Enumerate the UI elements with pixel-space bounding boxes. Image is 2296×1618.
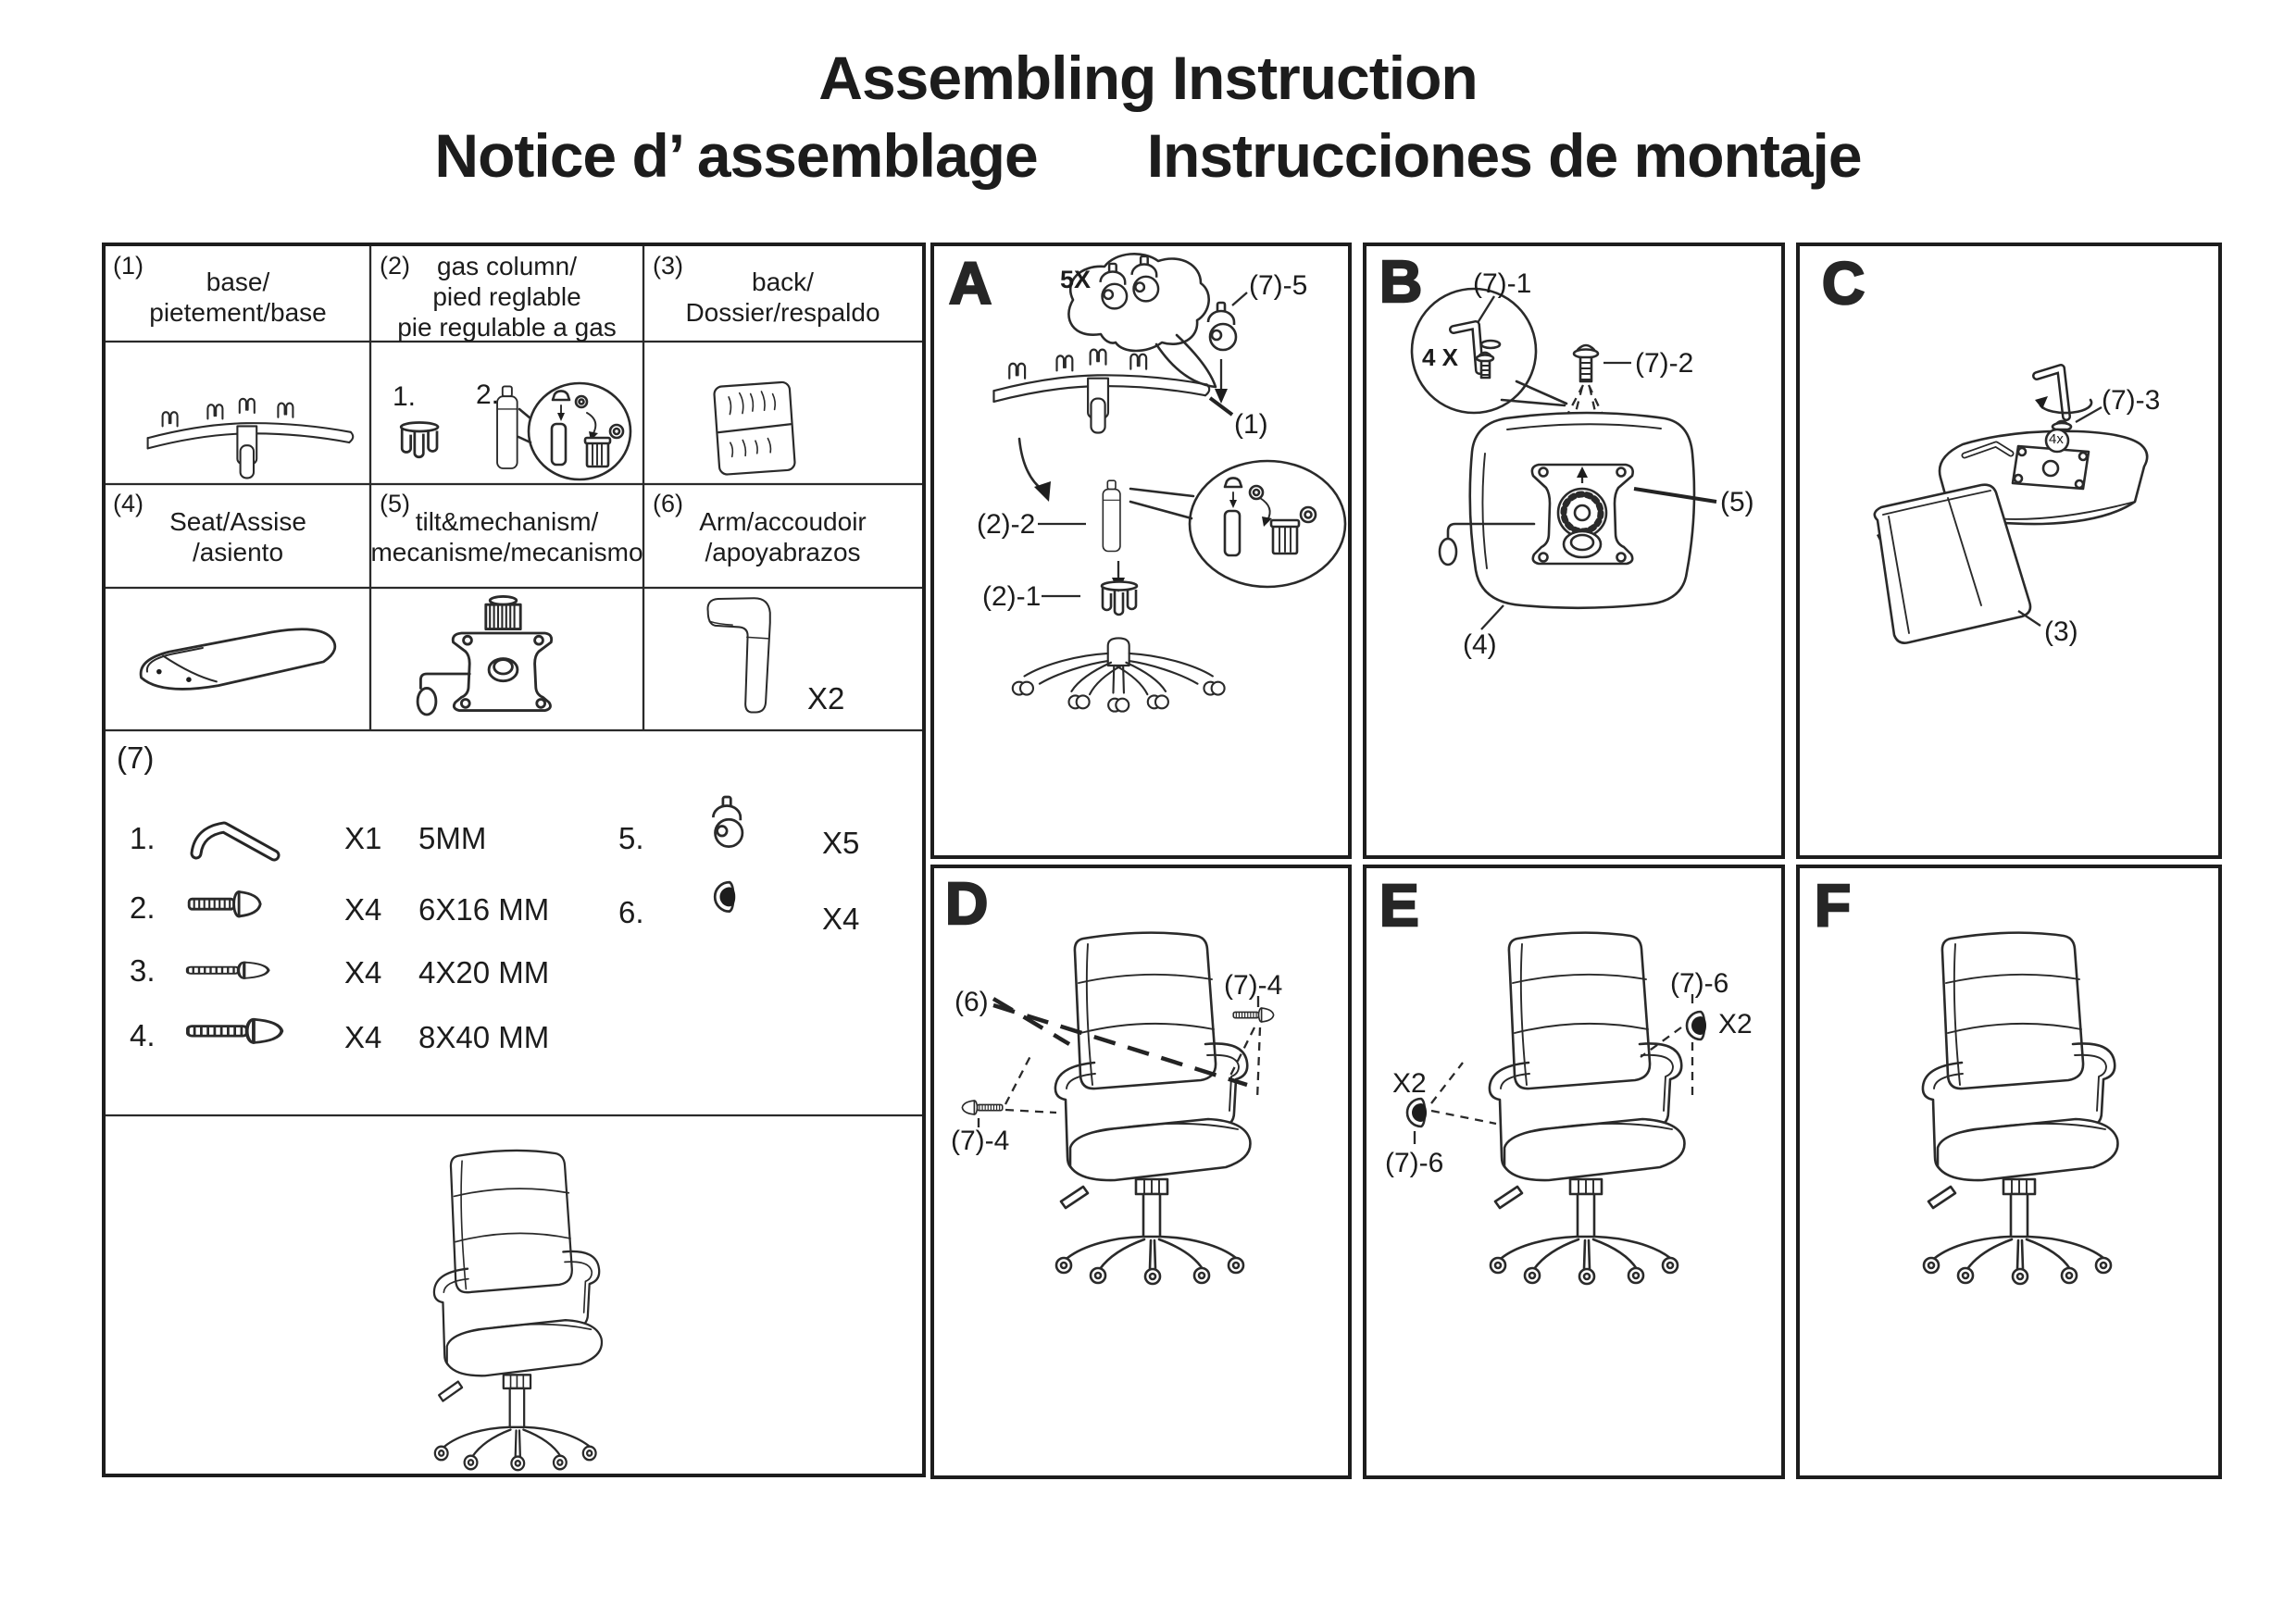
hw1-size: 5MM: [418, 821, 487, 855]
label-screw: (7)-3: [2102, 385, 2161, 416]
label-seat: (4): [1463, 629, 1497, 660]
chair-illustration: [434, 1151, 602, 1470]
label-screw-bottom-left: (7)-4: [951, 1126, 1010, 1156]
cap-icon: [1407, 1099, 1427, 1126]
gas-column-detail-icon: [1225, 478, 1316, 555]
panel-b: [1363, 243, 1785, 859]
armrest-icon: [708, 598, 770, 712]
panel-f-art: [1800, 868, 2218, 1475]
label-caster: (7)-5: [1249, 270, 1308, 301]
panel-a-letter: A: [949, 250, 992, 317]
parts-table-art: [106, 246, 922, 1474]
allen-key-icon: [2037, 368, 2066, 417]
hw1-num: 1.: [130, 821, 156, 855]
part6-id: (6): [653, 490, 683, 517]
label-base: (1): [1234, 409, 1268, 440]
part4-id: (4): [113, 490, 144, 517]
cap-icon: [715, 882, 735, 912]
hw2-qty: X4: [344, 892, 382, 927]
caster-icon: [1132, 256, 1159, 301]
part3-label: back/ Dossier/respaldo: [685, 268, 880, 327]
hardware-id: (7): [117, 741, 155, 775]
part5-id: (5): [380, 490, 410, 517]
hw6-num: 6.: [618, 895, 644, 929]
clip-icon: [401, 423, 438, 457]
part6-label: Arm/accoudoir /apoyabrazos: [699, 507, 867, 566]
part4-label: Seat/Assise /asiento: [169, 507, 306, 566]
part2-sub2: 2.: [476, 380, 500, 410]
panel-c: [1796, 243, 2222, 859]
label-screw-top-right: (7)-4: [1224, 970, 1283, 1001]
chair-illustration: [1923, 933, 2118, 1284]
panel-c-letter: C: [1822, 250, 1866, 317]
panel-f: [1796, 865, 2222, 1479]
base-top-icon: [993, 350, 1209, 433]
gas-column-balloon-icon: [518, 383, 630, 479]
base-perspective-icon: [1013, 638, 1225, 711]
hw5-qty: X5: [822, 826, 860, 860]
hw4-size: 8X40 MM: [418, 1020, 550, 1054]
screw-7-2-icon: [1574, 345, 1598, 381]
screw-6x16-icon: [189, 892, 260, 916]
page-subtitle: [0, 120, 2296, 191]
caster-icon: [713, 797, 742, 847]
page-title: Assembling Instruction: [818, 44, 1478, 112]
chair-illustration: [1055, 933, 1251, 1284]
parts-table: [102, 243, 926, 1477]
seat-icon: [141, 629, 335, 690]
panel-b-letter: B: [1379, 248, 1423, 315]
mechanism-icon: [418, 596, 552, 715]
subtitle-french: Notice d’ assemblage: [434, 121, 1038, 190]
screw-4x20-icon: [188, 963, 269, 978]
label-cap-bottom-left: (7)-6: [1385, 1148, 1444, 1178]
hw4-num: 4.: [130, 1018, 156, 1052]
part2-id: (2): [380, 252, 410, 280]
clip-icon: [1102, 582, 1137, 615]
label-cap-top-right: (7)-6: [1670, 968, 1729, 999]
label-mech: (5): [1720, 487, 1754, 517]
label-qty-4x: 4x: [2049, 431, 2064, 447]
caster-icon: [1101, 264, 1128, 308]
hw1-qty: X1: [344, 821, 382, 855]
panel-d: [930, 865, 1352, 1479]
panel-f-letter: F: [1815, 872, 1852, 939]
screw-8x40-icon: [188, 1019, 282, 1042]
label-arm: (6): [955, 987, 989, 1017]
hw6-qty: X4: [822, 902, 860, 936]
panel-d-art: [934, 868, 1348, 1475]
gas-column-icon: [1103, 480, 1120, 551]
allen-key-icon: [196, 828, 274, 855]
gas-column-icon: [497, 386, 518, 468]
panel-c-art: [1800, 246, 2218, 855]
part2-label: gas column/ pied reglable pie regulable a gas: [397, 252, 617, 342]
panel-b-art: [1366, 246, 1781, 855]
caster-icon: [1208, 303, 1236, 350]
subtitle-spanish: Instrucciones de montaje: [1146, 121, 1862, 190]
chair-illustration: [1490, 933, 1685, 1284]
back-icon: [714, 381, 795, 475]
label-qty-bottom-left: X2: [1392, 1068, 1427, 1099]
label-column: (2)-2: [977, 509, 1036, 540]
screw-7-4-icon: [962, 1101, 1002, 1114]
panel-a: [930, 243, 1352, 859]
hw3-qty: X4: [344, 955, 382, 989]
screw-7-4-icon: [1233, 1008, 1273, 1022]
label-allen: (7)-1: [1473, 268, 1532, 299]
part3-id: (3): [653, 252, 683, 280]
part1-label: base/ pietement/base: [149, 268, 327, 327]
hw4-qty: X4: [344, 1020, 382, 1054]
label-screw: (7)-2: [1635, 348, 1694, 379]
panel-d-letter: D: [945, 870, 989, 937]
hw2-num: 2.: [130, 890, 156, 925]
part6-qty: X2: [807, 681, 845, 716]
hw3-num: 3.: [130, 953, 156, 988]
part2-sub1: 1.: [393, 381, 417, 412]
hw2-size: 6X16 MM: [418, 892, 550, 927]
cap-icon: [1687, 1012, 1706, 1039]
panel-e: [1363, 865, 1785, 1479]
panel-a-art: [934, 246, 1348, 855]
part5-label: tilt&mechanism/ mecanisme/mecanismo: [370, 507, 643, 566]
panel-e-letter: E: [1379, 872, 1419, 939]
base-icon: [148, 399, 354, 479]
hw5-num: 5.: [618, 821, 644, 855]
label-qty-top-right: X2: [1718, 1009, 1753, 1039]
label-qty-4x: 4 X: [1422, 343, 1459, 371]
label-clip: (2)-1: [982, 581, 1042, 612]
part1-id: (1): [113, 252, 144, 280]
label-back: (3): [2044, 616, 2078, 647]
hw3-size: 4X20 MM: [418, 955, 550, 989]
label-qty-5x: 5X: [1060, 266, 1092, 293]
